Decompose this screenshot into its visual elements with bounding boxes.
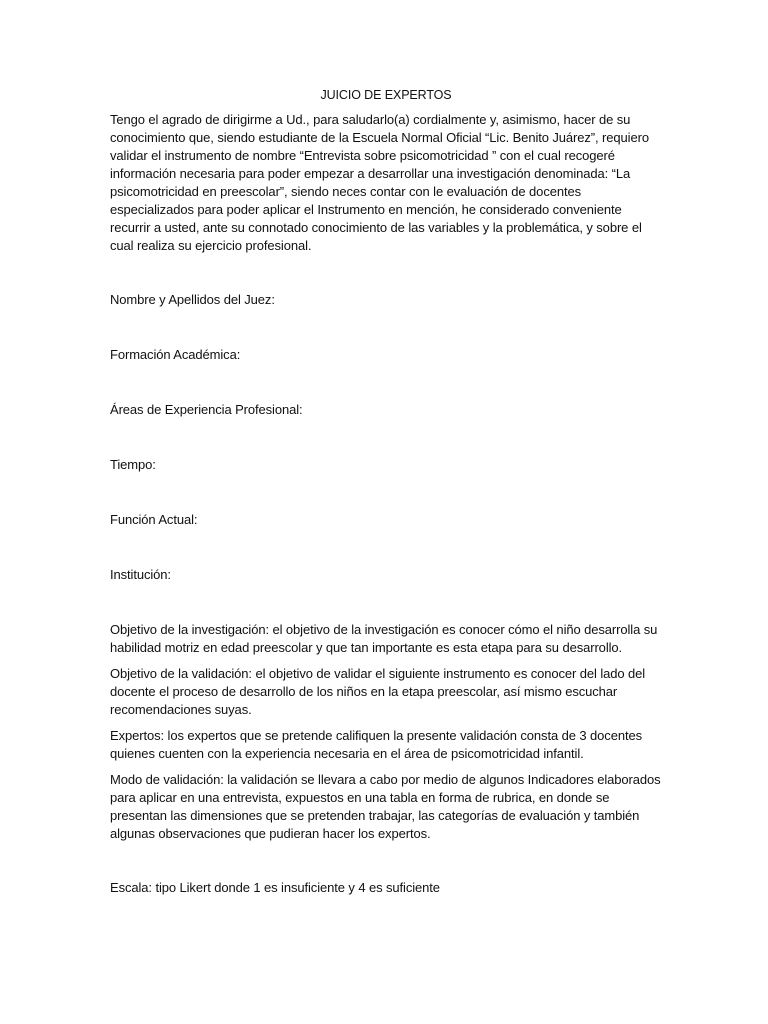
- spacer: [110, 474, 662, 511]
- field-judge-name: Nombre y Apellidos del Juez:: [110, 292, 275, 307]
- validation-mode-paragraph: Modo de validación: la validación se llevara a cabo por medio de algunos Indicadores elaborados para aplicar en una entrevista, expuestos en una tabla en forma de rubrica, en donde se presentan las dimensiones que se pretenden trabajar, las categorías de evaluación y también algunas observaciones que pudieran hacer los expertos.: [110, 772, 661, 841]
- objective-research-paragraph: Objetivo de la investigación: el objetivo de la investigación es conocer cómo el niño desarrolla su habilidad motriz en edad preescolar y que tan importante es esta etapa para su desarrollo.: [110, 622, 658, 655]
- spacer: [110, 419, 662, 456]
- document-title: JUICIO DE EXPERTOS: [320, 88, 452, 102]
- spacer: [110, 364, 662, 401]
- objective-validation-paragraph: Objetivo de la validación: el objetivo de validar el siguiente instrumento es conocer del lado del docente el proceso de desarrollo de los niños en la etapa preescolar, así mismo escuchar recomendaciones suyas.: [110, 666, 646, 717]
- spacer: [110, 843, 662, 879]
- field-current-role: Función Actual:: [110, 512, 198, 527]
- field-academic-training: Formación Académica:: [110, 347, 241, 362]
- experts-paragraph: Expertos: los expertos que se pretende califiquen la presente validación consta de 3 docentes quienes cuenten con la experiencia necesaria en el área de psicomotricidad infantil.: [110, 728, 642, 761]
- spacer: [110, 529, 662, 566]
- document-page: [110, 86, 662, 897]
- spacer: [110, 309, 662, 346]
- field-time: Tiempo:: [110, 457, 156, 472]
- field-institution: Institución:: [110, 567, 171, 582]
- scale-paragraph: Escala: tipo Likert donde 1 es insuficiente y 4 es suficiente: [110, 880, 440, 895]
- field-experience-areas: Áreas de Experiencia Profesional:: [110, 402, 303, 417]
- intro-paragraph: Tengo el agrado de dirigirme a Ud., para saludarlo(a) cordialmente y, asimismo, hacer de su conocimiento que, siendo estudiante de la Escuela Normal Oficial “Lic. Benito Juárez”, requiero validar el instrumento de nombre “Entrevista sobre psicomotricidad ” con el cual recogeré información necesaria para poder empezar a desarrollar una investigación denominada: “La psicomotricidad en preescolar”, siendo neces contar con le evaluación de docentes especializados para poder aplicar el Instrumento en mención, he considerado conveniente recurrir a usted, ante su connotado conocimiento de las variables y la problemática, y sobre el cual realiza su ejercicio profesional.: [110, 112, 649, 253]
- spacer: [110, 255, 662, 291]
- spacer: [110, 584, 662, 621]
